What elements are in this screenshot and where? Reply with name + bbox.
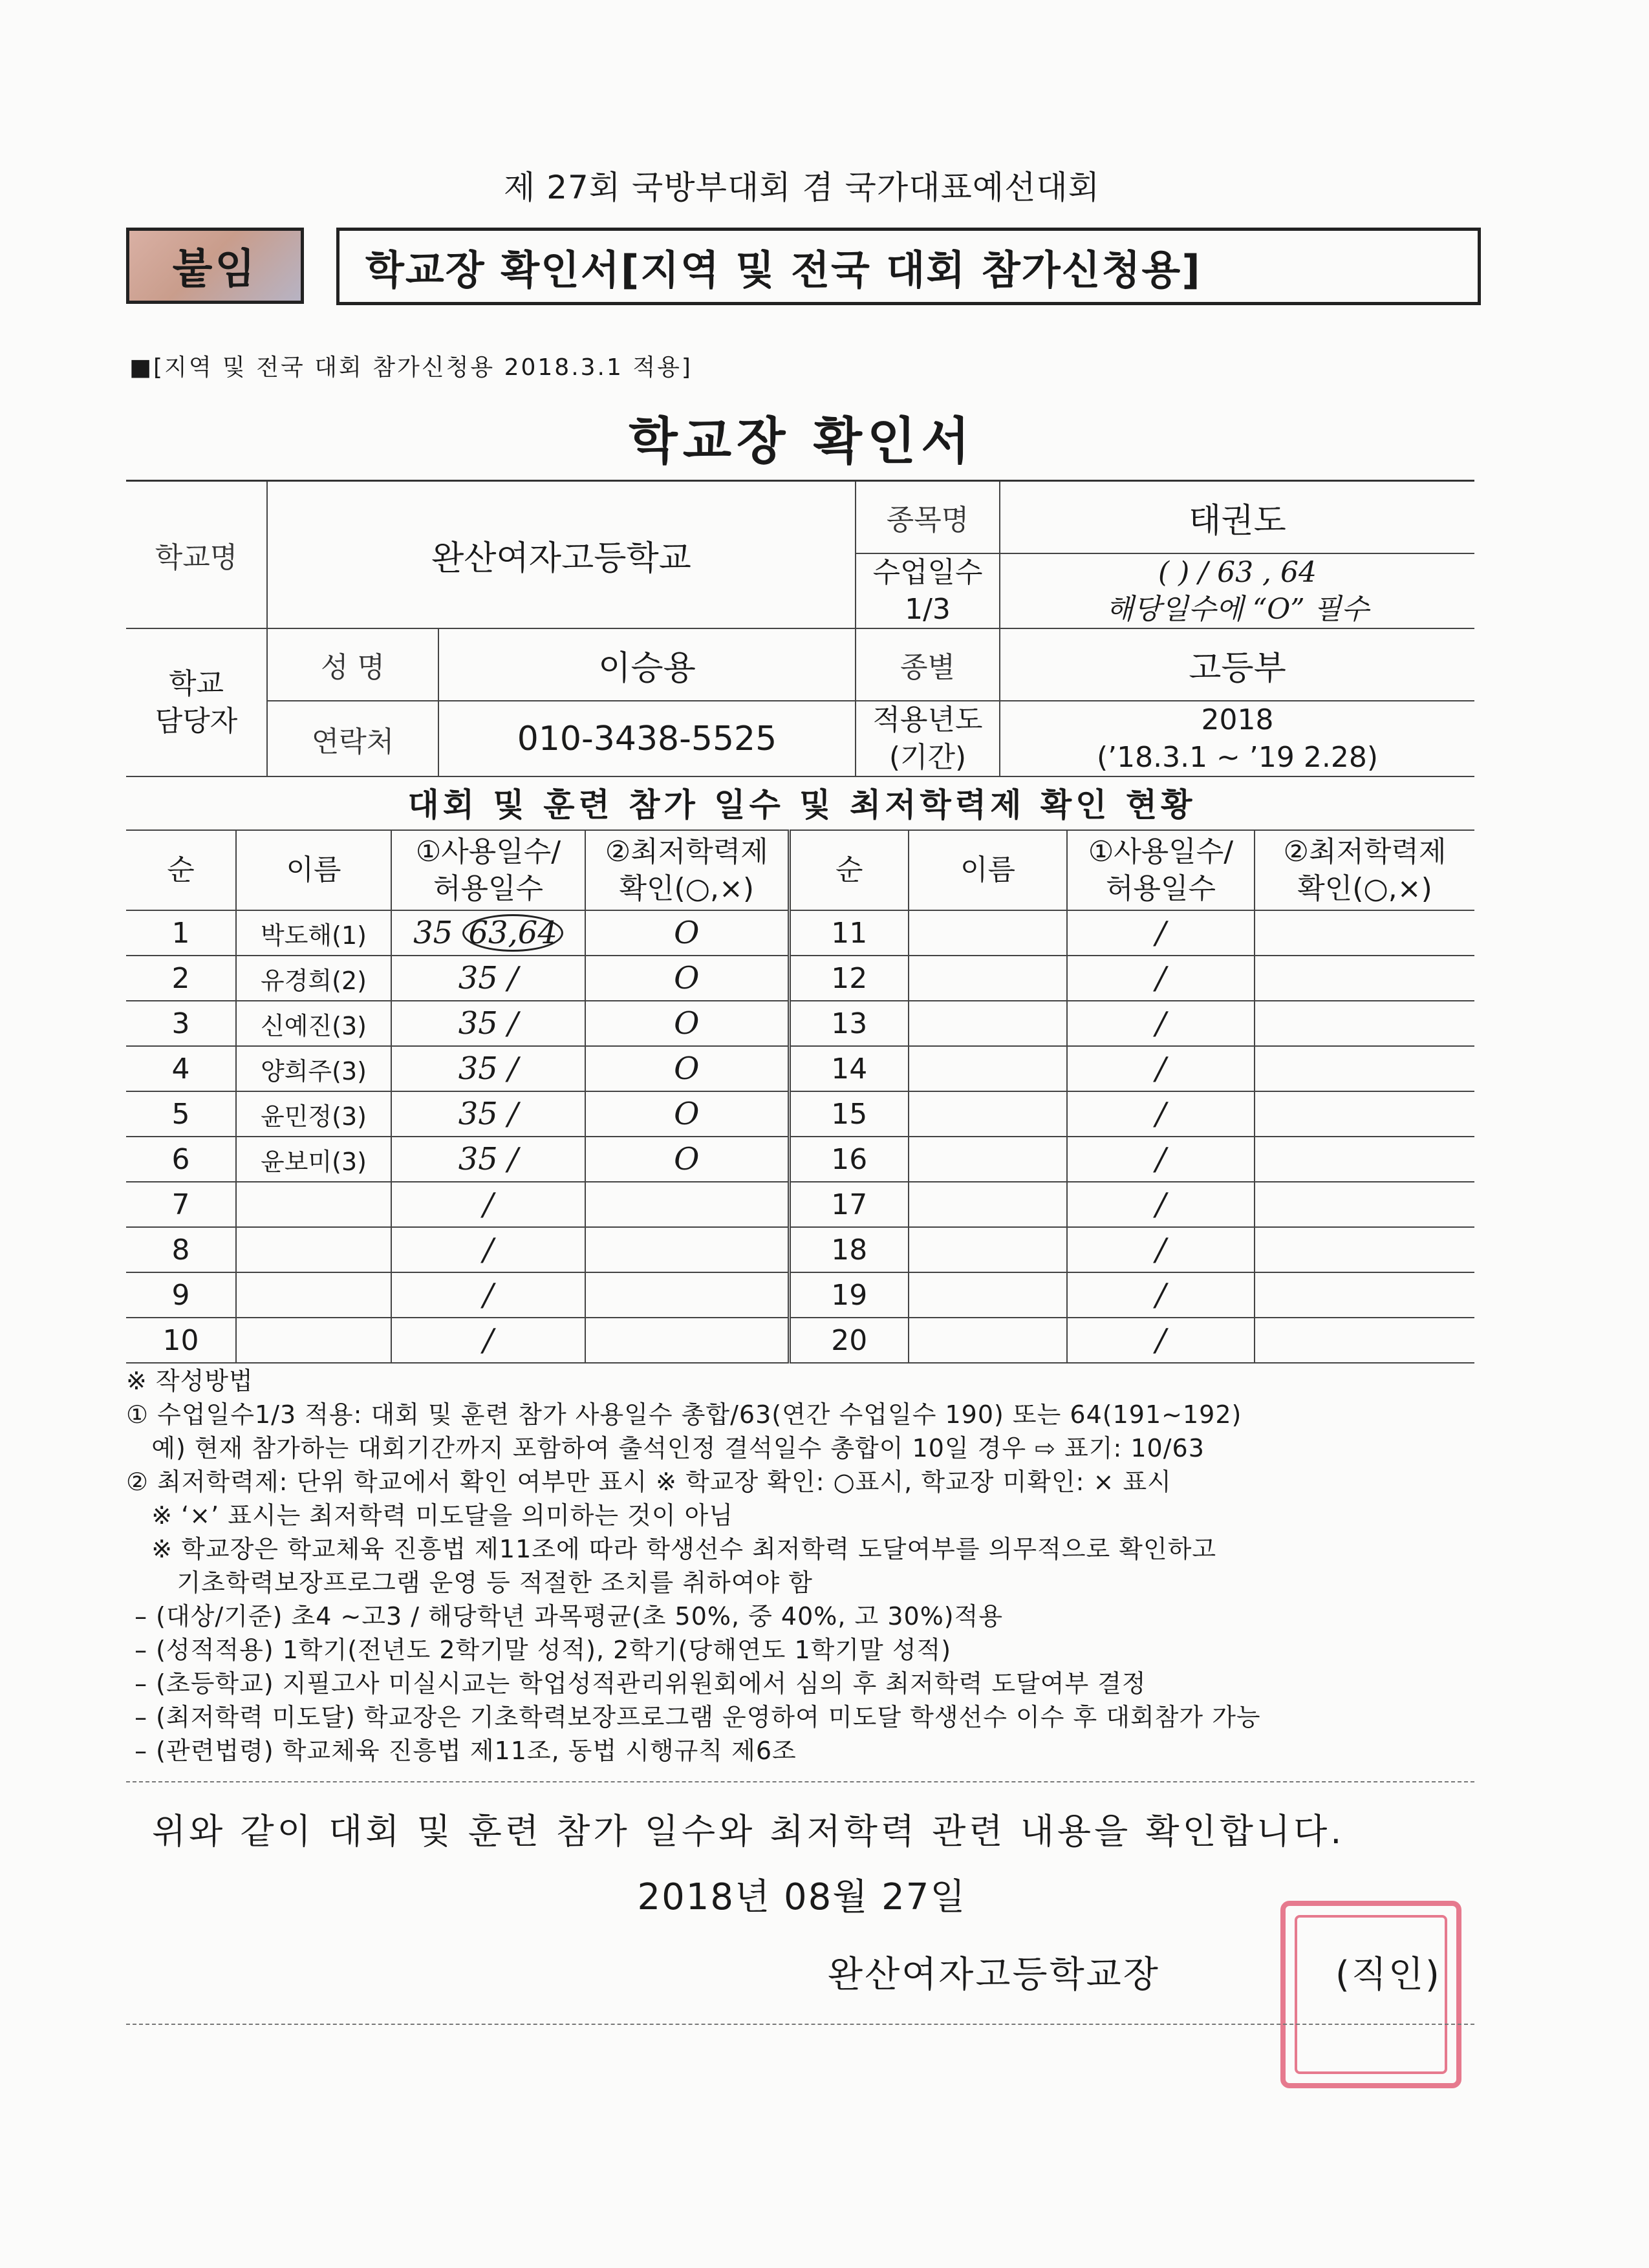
issue-date: 2018년 08월 27일	[637, 1876, 967, 1918]
row-name-right	[909, 1272, 1067, 1318]
row-days-right: /	[1067, 1001, 1255, 1046]
row-days-right: /	[1067, 1272, 1255, 1318]
allowed-days: /	[508, 1096, 519, 1132]
header-title: 학교장 확인서[지역 및 전국 대회 참가신청용]	[336, 228, 1481, 305]
used-days: 35	[458, 1141, 498, 1177]
used-days: 35	[413, 915, 453, 951]
used-days: 35	[458, 1005, 498, 1042]
row-name-right	[909, 1091, 1067, 1137]
row-no: 8	[126, 1227, 236, 1272]
section-title: 대회 및 훈련 참가 일수 및 최저학력제 확인 현황	[407, 786, 1196, 824]
year-label-line1: 적용년도	[872, 703, 983, 737]
table-row	[126, 956, 1474, 1001]
instruction-line: ※ 작성방법	[126, 1367, 253, 1395]
col-days-right-line1: ①사용일수/	[1088, 835, 1234, 868]
year-label-line2: (기간)	[889, 740, 967, 774]
days-value-line1: ( ) / 63 , 64	[1158, 556, 1317, 589]
row-check: O	[585, 956, 789, 1001]
row-name-right	[909, 956, 1067, 1001]
allowed-days: 63,64	[462, 914, 563, 952]
school-label: 학교명	[126, 481, 267, 629]
col-days	[391, 830, 585, 910]
row-days-right: /	[1067, 1137, 1255, 1182]
instruction-line: – (초등학교) 지필고사 미실시교는 학업성적관리위원회에서 심의 후 최저학력 도달여부 결정	[126, 1669, 1147, 1698]
row-check-right	[1255, 1001, 1474, 1046]
days-spacer	[498, 960, 508, 996]
row-no-right: 12	[789, 956, 909, 1001]
row-no-right: 13	[789, 1001, 909, 1046]
table-row	[126, 1182, 1474, 1227]
days-spacer	[453, 915, 462, 951]
days-spacer	[498, 1141, 508, 1177]
principal-title: 완산여자고등학교장	[828, 1954, 1160, 1996]
row-days	[391, 1137, 585, 1182]
seal-mark: (직인)	[1335, 1954, 1441, 1996]
instruction-line: ② 최저학력제: 단위 학교에서 확인 여부만 표시 ※ 학교장 확인: ○표시, 학교장 미확인: × 표시	[126, 1468, 1172, 1496]
col-check-right	[1255, 830, 1474, 910]
allowed-days: /	[508, 960, 519, 996]
days-value	[1000, 553, 1474, 628]
sport-value: 태권도	[1000, 481, 1474, 554]
col-no: 순	[126, 830, 236, 910]
row-days-right: /	[1067, 1182, 1255, 1227]
school-info-table	[126, 480, 1474, 777]
row-name-right	[909, 910, 1067, 956]
row-check	[585, 1318, 789, 1363]
row-check	[585, 1272, 789, 1318]
used-days: 35	[458, 1096, 498, 1132]
table-row	[126, 910, 1474, 956]
staff-label	[126, 628, 267, 776]
row-check-right	[1255, 1091, 1474, 1137]
form-version-note: ■[지역 및 전국 대회 참가신청용 2018.3.1 적용]	[129, 354, 693, 381]
row-name: 신예진(3)	[236, 1001, 391, 1046]
row-check: O	[585, 1001, 789, 1046]
row-no-right: 14	[789, 1046, 909, 1091]
attachment-badge: 붙임	[126, 228, 304, 304]
year-value-line2: (’18.3.1 ~ ’19 2.28)	[1096, 740, 1379, 774]
row-check-right	[1255, 910, 1474, 956]
row-no-right: 19	[789, 1272, 909, 1318]
instruction-line: – (성적적용) 1학기(전년도 2학기말 성적), 2학기(당해연도 1학기말 성적)	[126, 1636, 952, 1664]
row-name	[236, 1318, 391, 1363]
row-days	[391, 1318, 585, 1363]
col-check	[585, 830, 789, 910]
event-title: 제 27회 국방부대회 겸 국가대표예선대회	[504, 169, 1100, 206]
col-name-right: 이름	[909, 830, 1067, 910]
allowed-days: /	[482, 1277, 494, 1313]
row-days-right: /	[1067, 910, 1255, 956]
row-check: O	[585, 1091, 789, 1137]
instruction-line: – (대상/기준) 초4 ~고3 / 해당학년 과목평균(초 50%, 중 40%, 고 30%)적용	[126, 1602, 1004, 1631]
row-check-right	[1255, 1318, 1474, 1363]
row-name-right	[909, 1182, 1067, 1227]
row-check	[585, 1182, 789, 1227]
row-name: 윤보미(3)	[236, 1137, 391, 1182]
row-no: 10	[126, 1318, 236, 1363]
table-row	[126, 1227, 1474, 1272]
name-label: 성 명	[267, 628, 438, 701]
row-name: 유경희(2)	[236, 956, 391, 1001]
row-no-right: 11	[789, 910, 909, 956]
days-label-line1: 수업일수	[872, 556, 983, 589]
row-check-right	[1255, 1227, 1474, 1272]
row-check: O	[585, 1046, 789, 1091]
row-check-right	[1255, 1137, 1474, 1182]
row-days-right: /	[1067, 1318, 1255, 1363]
row-days	[391, 1182, 585, 1227]
row-days-right: /	[1067, 956, 1255, 1001]
row-no: 7	[126, 1182, 236, 1227]
row-days	[391, 1272, 585, 1318]
table-row	[126, 1046, 1474, 1091]
row-name: 박도해(1)	[236, 910, 391, 956]
row-name: 윤민정(3)	[236, 1091, 391, 1137]
row-name	[236, 1272, 391, 1318]
row-name-right	[909, 1001, 1067, 1046]
table-row	[126, 1001, 1474, 1046]
instruction-line: – (최저학력 미도달) 학교장은 기초학력보장프로그램 운영하여 미도달 학생선수 이수 후 대회참가 가능	[126, 1703, 1261, 1731]
row-days	[391, 910, 585, 956]
year-value	[1000, 701, 1474, 776]
row-no: 1	[126, 910, 236, 956]
col-days-line2: 허용일수	[433, 872, 543, 905]
staff-label-line1: 학교	[168, 667, 224, 701]
sport-label: 종목명	[856, 481, 1000, 554]
days-value-line2: 해당일수에 “O” 필수	[1106, 593, 1369, 626]
row-no: 5	[126, 1091, 236, 1137]
instruction-line: 예) 현재 참가하는 대회기간까지 포함하여 출석인정 결석일수 총합이 10일 경우 ⇨ 표기: 10/63	[126, 1434, 1205, 1462]
allowed-days: /	[482, 1322, 494, 1358]
row-no: 2	[126, 956, 236, 1001]
row-no-right: 18	[789, 1227, 909, 1272]
allowed-days: /	[508, 1051, 519, 1087]
row-days-right: /	[1067, 1227, 1255, 1272]
row-check-right	[1255, 1272, 1474, 1318]
row-name-right	[909, 1046, 1067, 1091]
row-no-right: 20	[789, 1318, 909, 1363]
days-spacer	[498, 1096, 508, 1132]
used-days: 35	[458, 1051, 498, 1087]
allowed-days: /	[482, 1186, 494, 1223]
row-days-right: /	[1067, 1046, 1255, 1091]
row-days	[391, 1227, 585, 1272]
row-name	[236, 1182, 391, 1227]
col-check-right-line1: ②최저학력제	[1283, 835, 1447, 868]
row-days-right: /	[1067, 1091, 1255, 1137]
confirmation-statement: 위와 같이 대회 및 훈련 참가 일수와 최저학력 관련 내용을 확인합니다.	[152, 1811, 1345, 1852]
allowed-days: /	[482, 1232, 494, 1268]
row-days	[391, 1091, 585, 1137]
table-row	[126, 1318, 1474, 1363]
contact-value: 010-3438-5525	[438, 701, 856, 776]
row-name-right	[909, 1318, 1067, 1363]
instruction-line: ※ ‘×’ 표시는 최저학력 미도달을 의미하는 것이 아님	[126, 1501, 734, 1530]
row-no: 3	[126, 1001, 236, 1046]
col-name: 이름	[236, 830, 391, 910]
row-no: 4	[126, 1046, 236, 1091]
days-label	[856, 553, 1000, 628]
row-no-right: 15	[789, 1091, 909, 1137]
row-check: O	[585, 1137, 789, 1182]
col-days-line1: ①사용일수/	[415, 835, 561, 868]
year-value-line1: 2018	[1201, 703, 1274, 737]
row-check-right	[1255, 1182, 1474, 1227]
col-no-right: 순	[789, 830, 909, 910]
allowed-days: /	[508, 1141, 519, 1177]
document-title: 학교장 확인서	[629, 412, 975, 471]
table-row	[126, 1272, 1474, 1318]
row-check-right	[1255, 956, 1474, 1001]
division-label: 종별	[856, 628, 1000, 701]
row-days	[391, 956, 585, 1001]
days-spacer	[498, 1005, 508, 1042]
row-check-right	[1255, 1046, 1474, 1091]
bottom-divider	[126, 2024, 1474, 2025]
row-name	[236, 1227, 391, 1272]
name-value: 이승용	[438, 628, 856, 701]
divider	[126, 1781, 1474, 1782]
row-name: 양희주(3)	[236, 1046, 391, 1091]
row-name-right	[909, 1137, 1067, 1182]
instruction-line: ① 수업일수1/3 적용: 대회 및 훈련 참가 사용일수 총합/63(연간 수업일수 190) 또는 64(191~192)	[126, 1400, 1242, 1429]
used-days: 35	[458, 960, 498, 996]
row-days	[391, 1001, 585, 1046]
instruction-line: ※ 학교장은 학교체육 진흥법 제11조에 따라 학생선수 최저학력 도달여부를 의무적으로 확인하고	[126, 1535, 1217, 1563]
days-spacer	[498, 1051, 508, 1087]
row-no-right: 16	[789, 1137, 909, 1182]
col-check-line1: ②최저학력제	[605, 835, 768, 868]
col-check-line2: 확인(○,×)	[619, 872, 755, 905]
row-name-right	[909, 1227, 1067, 1272]
row-no: 9	[126, 1272, 236, 1318]
participation-table	[126, 829, 1474, 1364]
col-days-right-line2: 허용일수	[1105, 872, 1216, 905]
row-no: 6	[126, 1137, 236, 1182]
row-check: O	[585, 910, 789, 956]
instruction-line: 기초학력보장프로그램 운영 등 적절한 조치를 취하여야 함	[126, 1568, 813, 1597]
table-row	[126, 1091, 1474, 1137]
row-days	[391, 1046, 585, 1091]
row-no-right: 17	[789, 1182, 909, 1227]
contact-label: 연락처	[267, 701, 438, 776]
year-label	[856, 701, 1000, 776]
staff-label-line2: 담당자	[155, 704, 238, 738]
col-days-right	[1067, 830, 1255, 910]
table-row	[126, 1137, 1474, 1182]
allowed-days: /	[508, 1005, 519, 1042]
days-label-line2: 1/3	[905, 593, 951, 626]
school-value: 완산여자고등학교	[267, 481, 856, 629]
col-check-right-line2: 확인(○,×)	[1297, 872, 1432, 905]
writing-instructions	[126, 1364, 1503, 1768]
row-check	[585, 1227, 789, 1272]
division-value: 고등부	[1000, 628, 1474, 701]
instruction-line: – (관련법령) 학교체육 진흥법 제11조, 동법 시행규칙 제6조	[126, 1737, 797, 1765]
